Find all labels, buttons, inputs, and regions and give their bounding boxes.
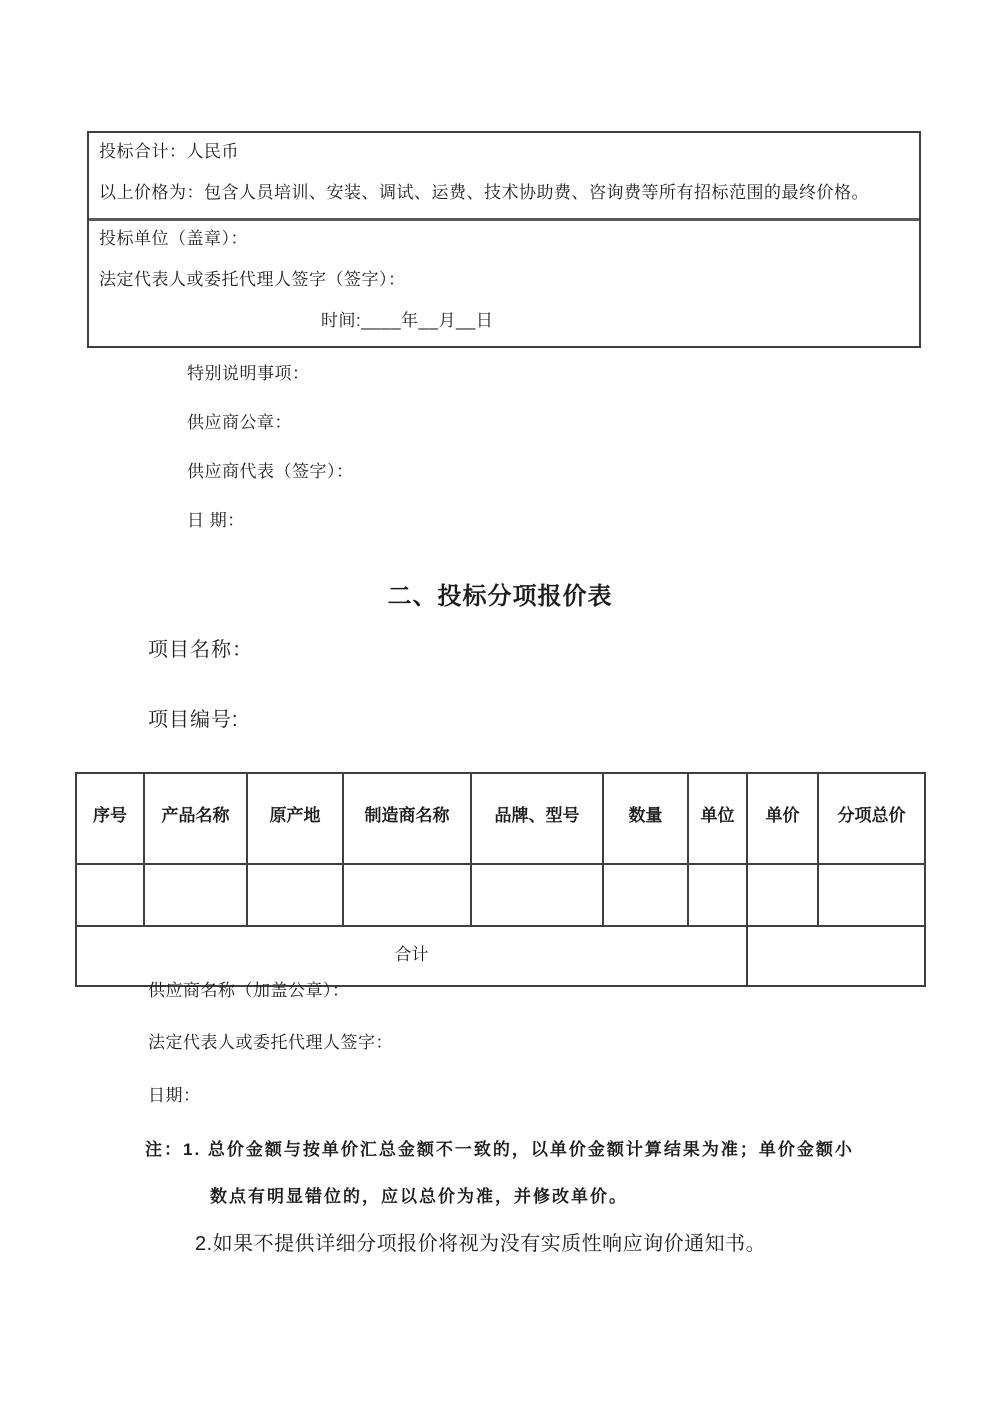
quote-empty-row — [76, 864, 925, 926]
bid-summary-signature-row — [89, 221, 919, 346]
quote-header-row — [76, 773, 925, 864]
time-blank-line: 时间:____年__月__日 — [321, 311, 494, 330]
header-subtotal: 分项总价 — [818, 773, 925, 864]
special-notes-label: 特别说明事项： — [187, 364, 310, 383]
legal-representative-label: 法定代表人或委托代理人签字（签字）： — [99, 270, 406, 289]
cell-product-name — [144, 864, 247, 926]
bid-summary-table — [87, 131, 921, 348]
bid-summary-price-row — [89, 133, 919, 221]
note-1-line-2: 数点有明显错位的，应以总价为准，并修改单价。 — [210, 1187, 628, 1206]
note-1-line-1: 注：1. 总价金额与按单价汇总金额不一致的，以单价金额计算结果为准；单价金额小 — [145, 1140, 854, 1159]
supplier-seal-label: 供应商公章： — [187, 413, 292, 432]
date-sign-label: 日期： — [148, 1086, 201, 1105]
header-brand-model: 品牌、型号 — [471, 773, 603, 864]
header-origin: 原产地 — [247, 773, 343, 864]
supplier-name-seal-label: 供应商名称（加盖公章）： — [148, 981, 350, 1000]
price-scope-note: 以上价格为：包含人员培训、安装、调试、运费、技术协助费、咨询费等所有招标范围的最终价格。 — [99, 183, 869, 202]
project-number-label: 项目编号: — [148, 709, 239, 731]
legal-representative-sign-label: 法定代表人或委托代理人签字： — [148, 1033, 393, 1052]
cell-brand-model — [471, 864, 603, 926]
header-product-name: 产品名称 — [144, 773, 247, 864]
section-title: 二、投标分项报价表 — [387, 583, 613, 610]
cell-unit — [688, 864, 747, 926]
bidder-unit-label: 投标单位（盖章）： — [99, 229, 248, 248]
header-manufacturer: 制造商名称 — [343, 773, 471, 864]
total-label: 合计 — [76, 926, 747, 986]
supplier-representative-label: 供应商代表（签字）： — [187, 462, 354, 481]
quote-total-row — [76, 926, 925, 986]
itemized-quote-table — [75, 772, 926, 987]
cell-manufacturer — [343, 864, 471, 926]
header-unit-price: 单价 — [747, 773, 818, 864]
cell-unit-price — [747, 864, 818, 926]
cell-subtotal — [818, 864, 925, 926]
header-quantity: 数量 — [603, 773, 688, 864]
project-name-label: 项目名称： — [148, 639, 253, 661]
header-unit: 单位 — [688, 773, 747, 864]
cell-seq — [76, 864, 144, 926]
date-label: 日 期： — [187, 511, 245, 530]
header-seq: 序号 — [76, 773, 144, 864]
cell-quantity — [603, 864, 688, 926]
note-2: 2.如果不提供详细分项报价将视为没有实质性响应询价通知书。 — [195, 1233, 767, 1255]
bid-total-label: 投标合计：人民币 — [99, 142, 239, 161]
cell-origin — [247, 864, 343, 926]
total-value — [747, 926, 925, 986]
